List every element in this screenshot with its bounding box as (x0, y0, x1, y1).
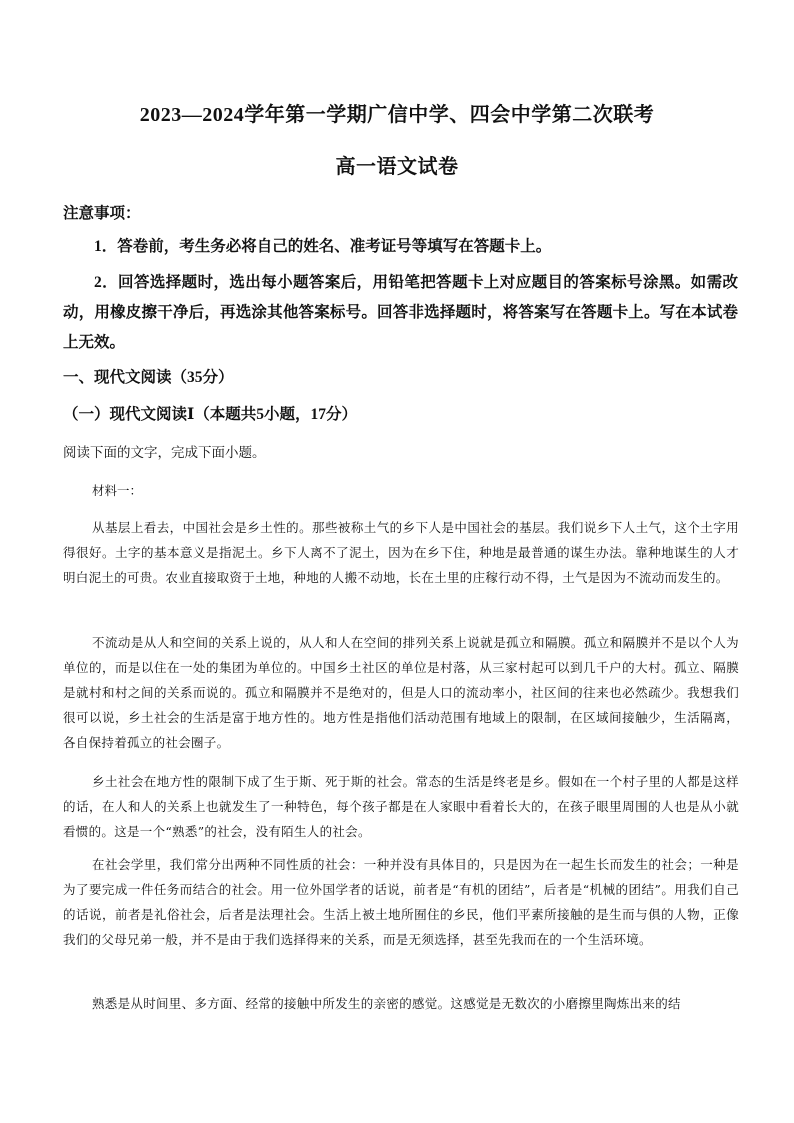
subsection-title: （一）现代文阅读Ⅰ（本题共5小题，17分） (63, 406, 358, 423)
notice-item-1: 1．答卷前，考生务必将自己的姓名、准考证号等填写在答题卡上。 (94, 238, 552, 255)
passage-paragraph-1: 从基层上看去，中国社会是乡土性的。那些被称土气的乡下人是中国社会的基层。我们说乡下人土气，这个土字用得很好。土字的基本意义是指泥土。乡下人离不了泥土，因为在乡下住，种地是最普通的谋生办法。靠种地谋生的人才明白泥土的可贵。农业直接取资于土地，种地的人搬不动地，长在土里的庄稼行动不得，土气是因为不流动而发生的。 (63, 520, 739, 585)
passage-paragraph-3: 乡土社会在地方性的限制下成了生于斯、死于斯的社会。常态的生活是终老是乡。假如在一个村子里的人都是这样的话，在人和人的关系上也就发生了一种特色，每个孩子都是在人家眼中看着长大的，在孩子眼里周围的人也是从小就看惯的。这是一个“熟悉”的社会，没有陌生人的社会。 (63, 774, 739, 839)
passage-paragraph-4: 在社会学里，我们常分出两种不同性质的社会：一种并没有具体目的，只是因为在一起生长而发生的社会；一种是为了要完成一件任务而结合的社会。用一位外国学者的话说，前者是“有机的团结”，后者是“机械的团结”。用我们自己的话说，前者是礼俗社会，后者是法理社会。生活上被土地所囿住的乡民，他们平素所接触的是生而与俱的人物，正像我们的父母兄弟一般，并不是由于我们选择得来的关系，而是无须选择，甚至先我而在的一个生活环境。 (63, 857, 739, 947)
exam-title: 2023—2024学年第一学期广信中学、四会中学第二次联考 (139, 104, 655, 126)
reading-instruction: 阅读下面的文字，完成下面小题。 (63, 445, 266, 461)
material-label: 材料一： (92, 483, 143, 498)
notice-heading: 注意事项： (63, 205, 141, 222)
notice-item-2: 2．回答选择题时，选出每小题答案后，用铅笔把答题卡上对应题目的答案标号涂黑。如需改动，用橡皮擦干净后，再选涂其他答案标号。回答非选择题时，将答案写在答题卡上。写在本试卷上无效。 (63, 274, 738, 351)
exam-subtitle: 高一语文试卷 (335, 156, 459, 178)
passage-paragraph-2: 不流动是从人和空间的关系上说的，从人和人在空间的排列关系上说就是孤立和隔膜。孤立和隔膜并不是以个人为单位的，而是以住在一处的集团为单位的。中国乡土社区的单位是村落，从三家村起可以到几千户的大村。孤立、隔膜是就村和村之间的关系而说的。孤立和隔膜并不是绝对的，但是人口的流动率小，社区间的往来也必然疏少。我想我们很可以说，乡土社会的生活是富于地方性的。地方性是指他们活动范围有地域上的限制，在区域间接触少，生活隔离，各自保持着孤立的社会圈子。 (63, 635, 739, 750)
passage-paragraph-5: 熟悉是从时间里、多方面、经常的接触中所发生的亲密的感觉。这感觉是无数次的小磨擦里陶炼出来的结 (92, 996, 681, 1011)
section-title: 一、现代文阅读（35分） (63, 369, 234, 386)
